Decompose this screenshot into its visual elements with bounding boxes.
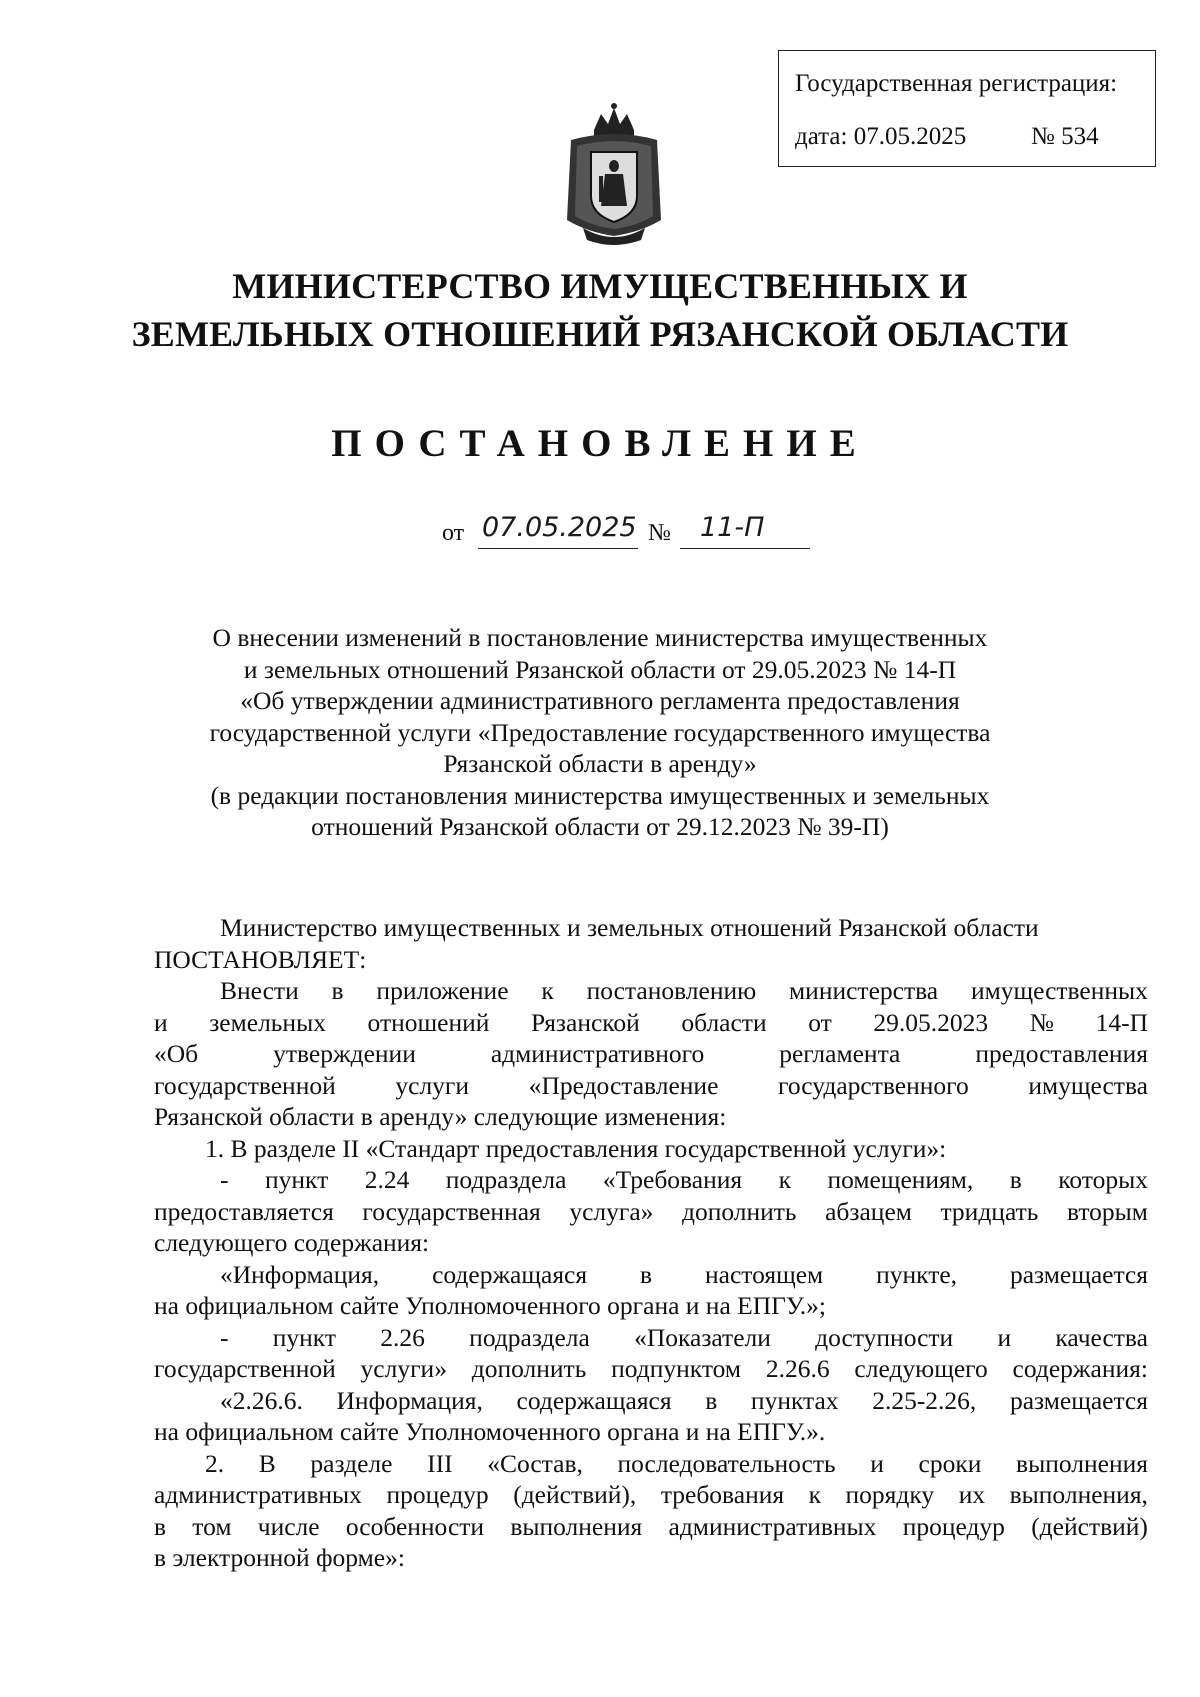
word: числе	[257, 1511, 320, 1541]
registration-stamp	[778, 50, 1156, 167]
word: -	[220, 1322, 229, 1352]
word: том	[192, 1511, 232, 1541]
word: административных	[154, 1480, 362, 1509]
registration-date: дата: 07.05.2025	[795, 123, 967, 150]
body-line	[154, 975, 1148, 1007]
word: помещениям,	[827, 1165, 974, 1194]
word: земельных	[209, 1007, 326, 1037]
subject-line: отношений Рязанской области от 29.12.2023 № 39-П)	[311, 812, 889, 841]
word: настоящем	[705, 1259, 824, 1289]
decree-subject	[150, 622, 1050, 843]
word: выполнения,	[1009, 1480, 1148, 1509]
subject-line: Рязанской области в аренду»	[443, 749, 757, 778]
word: услуги»	[360, 1354, 447, 1383]
subject-line: О внесении изменений в постановление министерства имущественных	[212, 623, 988, 652]
word: дополнить	[471, 1354, 587, 1383]
word: содержащаяся	[516, 1385, 672, 1415]
word: «Показатели	[634, 1322, 771, 1352]
word: В	[258, 1448, 276, 1478]
word: в	[1009, 1165, 1022, 1194]
word: абзацем	[825, 1196, 912, 1226]
word: подпунктом	[611, 1354, 742, 1383]
word: в	[331, 976, 344, 1005]
word: -	[220, 1165, 229, 1194]
word: пункт	[272, 1322, 337, 1352]
ministry-name-line: МИНИСТЕРСТВО ИМУЩЕСТВЕННЫХ И	[232, 266, 968, 306]
body-line: на официальном сайте Уполномоченного органа и на ЕПГУ.».	[154, 1417, 826, 1446]
word: содержания:	[1012, 1354, 1148, 1383]
decree-body	[154, 912, 1148, 1574]
word: постановлению	[586, 976, 757, 1005]
word: последовательность	[617, 1448, 836, 1478]
word: «Информация,	[220, 1259, 380, 1289]
body-line: следующего содержания:	[154, 1228, 430, 1257]
word: и	[154, 1007, 168, 1037]
subject-line: государственной услуги «Предоставление государственного имущества	[209, 717, 991, 747]
word: (действий),	[513, 1480, 637, 1509]
word: (действий)	[1031, 1511, 1148, 1541]
word: «Состав,	[487, 1448, 583, 1478]
decree-date-number-line	[442, 510, 842, 550]
word: отношений	[367, 1007, 490, 1037]
subject-line: и земельных отношений Рязанской области от 29.05.2023 № 14-П	[243, 654, 957, 684]
word: качества	[1055, 1322, 1148, 1352]
word: процедур	[386, 1480, 489, 1509]
word: «Требования	[602, 1165, 743, 1194]
word: «2.26.6.	[220, 1385, 303, 1415]
word: №	[1029, 1007, 1054, 1037]
date-underline	[478, 548, 638, 549]
from-label: от	[442, 520, 465, 546]
body-line	[154, 1007, 1148, 1039]
word: к	[778, 1165, 791, 1194]
coat-of-arms-icon	[561, 100, 667, 246]
word: и	[870, 1448, 884, 1478]
word: 2.24	[364, 1165, 410, 1194]
word: услуга»	[569, 1196, 654, 1226]
word: в	[154, 1511, 167, 1541]
word: государственной	[154, 1070, 336, 1100]
word: III	[427, 1448, 453, 1478]
word: имущества	[1028, 1070, 1148, 1100]
body-line	[154, 1385, 1148, 1417]
word: сроки	[918, 1448, 982, 1478]
word: их	[958, 1480, 986, 1509]
body-line	[154, 1070, 1148, 1102]
word: «Предоставление	[528, 1070, 719, 1100]
word: предоставляется	[154, 1196, 334, 1226]
word: пункт	[264, 1165, 329, 1194]
registration-number: № 534	[1031, 123, 1099, 150]
word: требования	[660, 1480, 785, 1509]
subject-line: «Об утверждении административного регламента предоставления	[240, 686, 960, 715]
word: дополнить	[681, 1196, 797, 1226]
word: тридцать	[940, 1196, 1039, 1226]
body-line	[154, 1164, 1148, 1196]
word: порядку	[845, 1480, 935, 1509]
word: подраздела	[445, 1165, 567, 1194]
word: в	[705, 1385, 718, 1415]
word: регламента	[779, 1039, 901, 1068]
body-line: Министерство имущественных и земельных отношений Рязанской области	[220, 913, 1039, 942]
word: административных	[668, 1511, 877, 1541]
word: 2.26	[380, 1322, 425, 1352]
registration-title: Государственная регистрация:	[795, 70, 1118, 97]
word: в	[640, 1259, 653, 1289]
word: пунктах	[750, 1385, 839, 1415]
word: пункте,	[876, 1259, 958, 1289]
word: министерства	[789, 976, 939, 1005]
word: выполнения	[1016, 1448, 1148, 1478]
body-line: в электронной форме»:	[154, 1543, 405, 1572]
word: предоставления	[975, 1039, 1148, 1068]
handwritten-number: 11-П	[700, 512, 765, 543]
word: 2.	[205, 1448, 225, 1478]
word: Информация,	[336, 1385, 483, 1415]
word: от	[808, 1007, 832, 1037]
body-line	[154, 1038, 1148, 1070]
ministry-name-line: ЗЕМЕЛЬНЫХ ОТНОШЕНИЙ РЯЗАНСКОЙ ОБЛАСТИ	[131, 314, 1069, 354]
word: услуги	[395, 1070, 470, 1100]
word: выполнения	[510, 1511, 643, 1541]
body-line: на официальном сайте Уполномоченного органа и на ЕПГУ.»;	[154, 1291, 826, 1320]
word: 29.05.2023	[873, 1007, 989, 1037]
word: «Об	[154, 1039, 199, 1068]
body-line	[154, 1448, 1148, 1480]
word: которых	[1058, 1165, 1148, 1194]
body-line	[154, 1353, 1148, 1385]
word: особенности	[345, 1511, 485, 1541]
word: вторым	[1066, 1196, 1148, 1226]
body-line	[154, 1196, 1148, 1228]
ministry-name	[120, 262, 1080, 358]
word: Внести	[220, 976, 299, 1005]
body-line	[154, 1322, 1148, 1354]
word: административного	[490, 1039, 705, 1068]
word: доступности	[815, 1322, 954, 1352]
word: подраздела	[469, 1322, 590, 1352]
body-line	[154, 1511, 1148, 1543]
word: области	[681, 1007, 767, 1037]
document-type-title: ПОСТАНОВЛЕНИЕ	[331, 422, 869, 465]
handwritten-date: 07.05.2025	[482, 512, 637, 543]
word: размещается	[1009, 1259, 1148, 1289]
word: утверждении	[273, 1039, 416, 1068]
word: следующего	[854, 1354, 988, 1383]
subject-line: (в редакции постановления министерства имущественных и земельных	[210, 780, 990, 810]
word: процедур	[902, 1511, 1005, 1541]
word: государственного	[778, 1070, 969, 1100]
word: к	[541, 976, 554, 1005]
body-line	[154, 1259, 1148, 1291]
body-line: Рязанской области в аренду» следующие изменения:	[154, 1102, 727, 1131]
word: 14-П	[1095, 1007, 1148, 1037]
word: 2.25-2.26,	[872, 1385, 977, 1415]
word: приложение	[376, 976, 509, 1005]
body-line: ПОСТАНОВЛЯЕТ:	[154, 944, 367, 974]
word: к	[808, 1480, 822, 1509]
word: государственная	[362, 1196, 541, 1226]
word: разделе	[310, 1448, 393, 1478]
number-label: №	[648, 520, 671, 546]
word: размещается	[1009, 1385, 1148, 1415]
body-line	[154, 1479, 1148, 1511]
word: имущественных	[970, 976, 1148, 1005]
number-underline	[680, 548, 810, 549]
body-line: 1. В разделе II «Стандарт предоставления государственной услуги»:	[205, 1133, 947, 1163]
word: и	[997, 1322, 1012, 1352]
word: Рязанской	[530, 1007, 640, 1037]
word: государственной	[154, 1354, 336, 1383]
word: 2.26.6	[765, 1354, 830, 1383]
word: содержащаяся	[432, 1259, 588, 1289]
